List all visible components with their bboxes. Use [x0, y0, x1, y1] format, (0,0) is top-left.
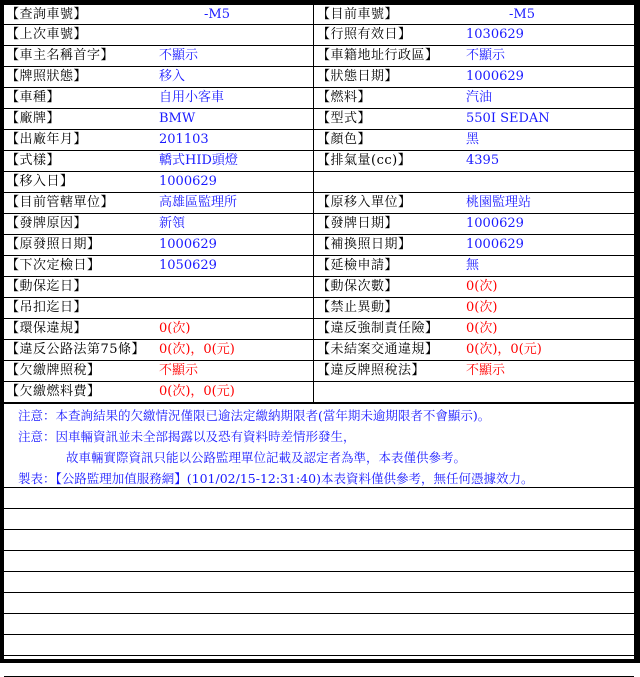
column-divider	[313, 382, 314, 402]
field-value: 不顯示	[466, 48, 506, 63]
field-value: 桃園監理站	[466, 195, 532, 210]
table-row	[4, 256, 634, 277]
field-value: 新領	[159, 216, 186, 231]
field-label: 【發牌原因】	[6, 216, 88, 231]
table-row	[4, 172, 634, 193]
field-label: 【未結案交通違規】	[317, 342, 439, 357]
column-divider	[313, 151, 314, 171]
note-line-1	[4, 404, 634, 425]
field-label: 【動保次數】	[317, 279, 399, 294]
field-label	[317, 382, 467, 402]
notes-section	[4, 403, 634, 488]
table-row	[4, 109, 634, 130]
empty-row	[4, 656, 634, 677]
table-row	[4, 46, 634, 67]
field-value: 0(次)，0(元)	[159, 342, 235, 357]
field-value: 1050629	[159, 258, 217, 273]
table-row	[4, 25, 634, 46]
column-divider	[313, 319, 314, 339]
field-label: 【狀態日期】	[317, 69, 399, 84]
field-value	[159, 298, 309, 318]
note-line-4	[4, 467, 634, 488]
field-label: 【欠繳牌照稅】	[6, 363, 101, 378]
table-row	[4, 4, 634, 25]
field-label: 【車種】	[6, 90, 61, 105]
note-line-2	[4, 425, 634, 446]
empty-row	[4, 593, 634, 614]
field-value	[159, 277, 309, 297]
field-label: 【型式】	[317, 111, 372, 126]
field-value: 不顯示	[159, 48, 199, 63]
field-label: 【違反強制責任險】	[317, 321, 439, 336]
column-divider	[313, 298, 314, 318]
field-label: 【動保迄日】	[6, 279, 88, 294]
table-row	[4, 214, 634, 235]
table-row	[4, 277, 634, 298]
column-divider	[313, 88, 314, 108]
note-text: 注意：本查詢結果的欠繳情況僅限已逾法定繳納期限者(當年期未逾期限者不會顯示)。	[18, 408, 491, 423]
field-label: 【目前管轄單位】	[6, 195, 115, 210]
table-row	[4, 151, 634, 172]
empty-row	[4, 488, 634, 509]
field-label: 【移入日】	[6, 174, 74, 189]
empty-row	[4, 551, 634, 572]
field-label: 【原移入單位】	[317, 195, 412, 210]
field-value: 自用小客車	[159, 90, 225, 105]
table-row	[4, 340, 634, 361]
column-divider	[313, 130, 314, 150]
empty-row	[4, 635, 634, 656]
field-value: 不顯示	[466, 363, 506, 378]
field-label: 【環保違規】	[6, 321, 88, 336]
field-label: 【違反公路法第75條】	[6, 342, 146, 357]
field-value: 1000629	[466, 216, 524, 231]
field-value: 201103	[159, 132, 209, 147]
field-label	[317, 172, 467, 192]
column-divider	[313, 67, 314, 87]
field-value	[159, 25, 309, 45]
column-divider	[313, 277, 314, 297]
field-label: 【廠牌】	[6, 111, 61, 126]
field-value: 0(次)	[466, 279, 498, 294]
field-label: 【牌照狀態】	[6, 69, 88, 84]
field-label: 【上次車號】	[6, 27, 88, 42]
empty-row	[4, 509, 634, 530]
field-value: 高雄區監理所	[159, 195, 238, 210]
field-label: 【顏色】	[317, 132, 372, 147]
field-value: 不顯示	[159, 363, 199, 378]
vehicle-info-table	[4, 4, 634, 677]
field-label: 【排氣量(cc)】	[317, 153, 412, 168]
field-value: -M5	[204, 7, 230, 22]
field-value: 轎式HID頭燈	[159, 153, 238, 168]
table-row	[4, 193, 634, 214]
note-text: 注意：因車輛資訊並未全部揭露以及恐有資料時差情形發生，	[18, 429, 356, 444]
empty-row	[4, 530, 634, 551]
note-text: 故車輛實際資訊只能以公路監理單位記載及認定者為準，本表僅供參考。	[66, 450, 467, 465]
field-value	[466, 172, 634, 192]
empty-row	[4, 572, 634, 593]
table-row	[4, 130, 634, 151]
table-row	[4, 361, 634, 382]
field-label: 【目前車號】	[317, 7, 399, 22]
field-label: 【查詢車號】	[6, 7, 88, 22]
field-label: 【欠繳燃料費】	[6, 384, 101, 399]
column-divider	[313, 172, 314, 192]
empty-row	[4, 614, 634, 635]
field-value: 1030629	[466, 27, 524, 42]
field-value: 黑	[466, 132, 480, 147]
field-value	[466, 382, 634, 402]
column-divider	[313, 235, 314, 255]
field-value: 1000629	[466, 69, 524, 84]
field-label: 【延檢申請】	[317, 258, 399, 273]
table-row	[4, 67, 634, 88]
field-value: 1000629	[159, 174, 217, 189]
field-label: 【吊扣迄日】	[6, 300, 88, 315]
field-label: 【違反牌照稅法】	[317, 363, 426, 378]
column-divider	[313, 256, 314, 276]
note-text: 製表：【公路監理加值服務網】(101/02/15-12:31:40)本表資料僅供參考，無任何憑據效力。	[18, 471, 534, 486]
field-value: 0(次)	[466, 300, 498, 315]
field-value: 0(次)	[466, 321, 498, 336]
field-label: 【燃料】	[317, 90, 372, 105]
field-label: 【發牌日期】	[317, 216, 399, 231]
column-divider	[313, 25, 314, 45]
field-label: 【下次定檢日】	[6, 258, 101, 273]
field-value: 4395	[466, 153, 500, 168]
field-value: 無	[466, 258, 480, 273]
table-row	[4, 319, 634, 340]
column-divider	[313, 214, 314, 234]
field-label: 【出廠年月】	[6, 132, 88, 147]
field-label: 【車籍地址行政區】	[317, 48, 439, 63]
field-value: 0(次)，0(元)	[466, 342, 542, 357]
field-label: 【禁止異動】	[317, 300, 399, 315]
column-divider	[313, 109, 314, 129]
column-divider	[313, 340, 314, 360]
column-divider	[313, 361, 314, 381]
table-row	[4, 298, 634, 319]
field-value: -M5	[509, 7, 535, 22]
column-divider	[313, 193, 314, 213]
note-line-3	[4, 446, 634, 467]
field-label: 【行照有效日】	[317, 27, 412, 42]
field-label: 【原發照日期】	[6, 237, 101, 252]
field-value: 0(次)	[159, 321, 191, 336]
field-value: 550I SEDAN	[466, 111, 550, 126]
table-row	[4, 88, 634, 109]
field-label: 【式樣】	[6, 153, 61, 168]
field-value: BMW	[159, 111, 196, 126]
field-value: 1000629	[159, 237, 217, 252]
field-value: 汽油	[466, 90, 493, 105]
table-row	[4, 382, 634, 403]
field-label: 【車主名稱首字】	[6, 48, 115, 63]
field-value: 0(次)，0(元)	[159, 384, 235, 399]
field-value: 移入	[159, 69, 186, 84]
field-value: 1000629	[466, 237, 524, 252]
column-divider	[313, 46, 314, 66]
table-row	[4, 235, 634, 256]
column-divider	[313, 5, 314, 25]
field-label: 【補換照日期】	[317, 237, 412, 252]
